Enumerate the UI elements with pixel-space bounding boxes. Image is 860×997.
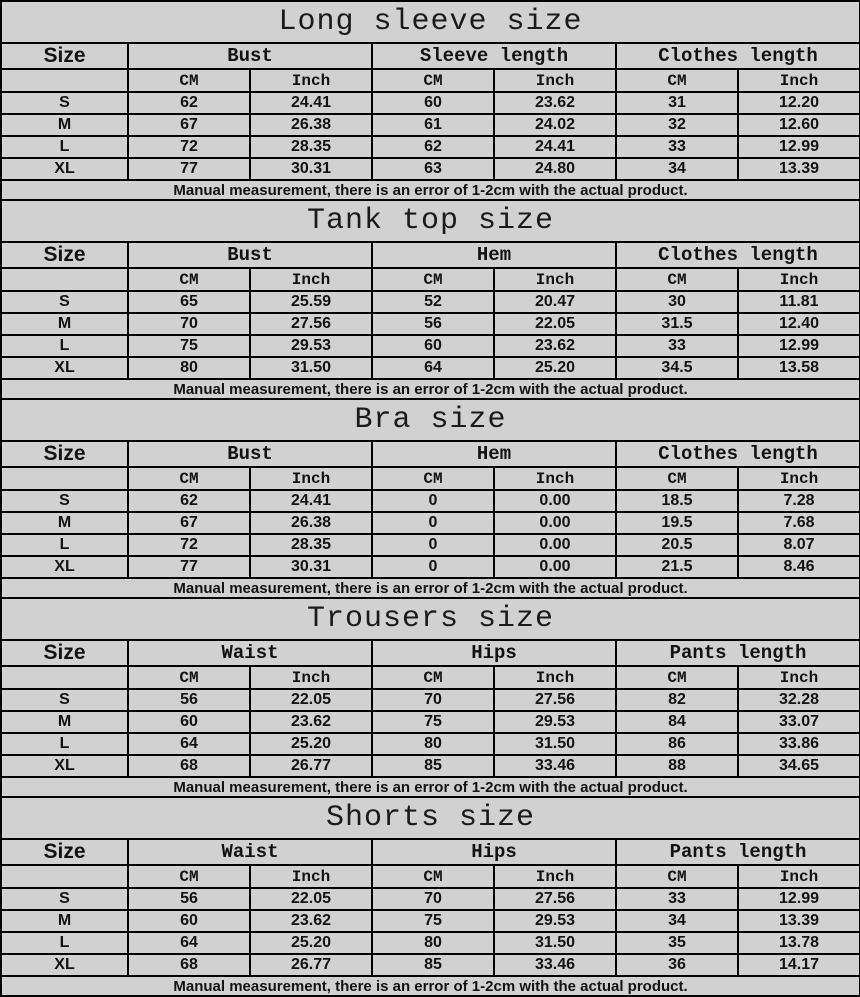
title-row [1,1,860,43]
size-label: S [1,291,128,313]
unit-inch: Inch [494,467,616,490]
data-cell: 26.77 [250,755,372,777]
data-cell: 21.5 [616,556,738,578]
size-label: S [1,689,128,711]
data-cell: 62 [372,136,494,158]
size-table-tank-top [0,199,860,400]
data-cell: 70 [372,888,494,910]
data-cell: 36 [616,954,738,976]
data-cell: 70 [128,313,250,335]
unit-inch: Inch [250,865,372,888]
data-cell: 0.00 [494,534,616,556]
title-row [1,598,860,640]
unit-inch: Inch [494,268,616,291]
data-cell: 33 [616,136,738,158]
data-cell: 20.47 [494,291,616,313]
unit-cm: CM [616,865,738,888]
data-cell: 64 [372,357,494,379]
title-row [1,399,860,441]
size-column-header: Size [1,43,128,69]
data-cell: 68 [128,954,250,976]
table-title: Long sleeve size [1,1,860,43]
table-row [1,490,860,512]
data-cell: 12.40 [738,313,860,335]
unit-cm: CM [616,666,738,689]
data-cell: 80 [372,733,494,755]
unit-inch: Inch [494,666,616,689]
data-cell: 0 [372,556,494,578]
note-row [1,976,860,996]
data-cell: 62 [128,92,250,114]
data-cell: 62 [128,490,250,512]
unit-inch: Inch [494,865,616,888]
table-row [1,158,860,180]
size-label: S [1,888,128,910]
data-cell: 29.53 [494,711,616,733]
unit-cm: CM [128,268,250,291]
data-cell: 52 [372,291,494,313]
data-cell: 0 [372,512,494,534]
unit-cm: CM [128,467,250,490]
size-label: M [1,711,128,733]
data-cell: 63 [372,158,494,180]
table-row [1,291,860,313]
data-cell: 25.59 [250,291,372,313]
data-cell: 60 [128,910,250,932]
unit-cm: CM [372,865,494,888]
data-cell: 0.00 [494,512,616,534]
group-header-clothes-length: Clothes length [616,43,860,69]
size-table-shorts [0,796,860,997]
data-cell: 8.07 [738,534,860,556]
size-label: M [1,910,128,932]
data-cell: 60 [372,335,494,357]
table-row [1,888,860,910]
data-cell: 32.28 [738,689,860,711]
data-cell: 68 [128,755,250,777]
data-cell: 26.38 [250,114,372,136]
data-cell: 65 [128,291,250,313]
data-cell: 61 [372,114,494,136]
data-cell: 27.56 [494,689,616,711]
unit-cm: CM [128,666,250,689]
data-cell: 31.50 [250,357,372,379]
table-row [1,556,860,578]
data-cell: 23.62 [494,92,616,114]
data-cell: 13.39 [738,910,860,932]
table-title: Trousers size [1,598,860,640]
group-header-hips: Hips [372,839,616,865]
unit-inch: Inch [738,467,860,490]
data-cell: 75 [372,910,494,932]
data-cell: 0.00 [494,490,616,512]
data-cell: 85 [372,954,494,976]
unit-header-row [1,268,860,291]
table-row [1,357,860,379]
group-header-waist: Waist [128,839,372,865]
empty-cell [1,69,128,92]
data-cell: 29.53 [494,910,616,932]
data-cell: 60 [372,92,494,114]
measurement-note: Manual measurement, there is an error of 1-2cm with the actual product. [1,777,860,797]
unit-cm: CM [616,69,738,92]
measurement-note: Manual measurement, there is an error of 1-2cm with the actual product. [1,180,860,200]
data-cell: 12.20 [738,92,860,114]
unit-cm: CM [616,467,738,490]
data-cell: 30 [616,291,738,313]
data-cell: 22.05 [250,888,372,910]
data-cell: 8.46 [738,556,860,578]
data-cell: 26.77 [250,954,372,976]
data-cell: 56 [372,313,494,335]
data-cell: 24.41 [250,92,372,114]
note-row [1,578,860,598]
measurement-note: Manual measurement, there is an error of 1-2cm with the actual product. [1,379,860,399]
data-cell: 82 [616,689,738,711]
data-cell: 7.28 [738,490,860,512]
group-header-waist: Waist [128,640,372,666]
data-cell: 70 [372,689,494,711]
table-row [1,954,860,976]
data-cell: 22.05 [250,689,372,711]
group-header-pants-length: Pants length [616,839,860,865]
data-cell: 19.5 [616,512,738,534]
data-cell: 67 [128,512,250,534]
note-row [1,777,860,797]
data-cell: 72 [128,534,250,556]
group-header-hem: Hem [372,242,616,268]
table-row [1,313,860,335]
data-cell: 56 [128,689,250,711]
table-row [1,711,860,733]
group-header-sleeve-length: Sleeve length [372,43,616,69]
data-cell: 30.31 [250,556,372,578]
data-cell: 33.86 [738,733,860,755]
size-label: M [1,512,128,534]
unit-cm: CM [372,69,494,92]
data-cell: 0 [372,534,494,556]
table-row [1,512,860,534]
group-header-pants-length: Pants length [616,640,860,666]
data-cell: 0.00 [494,556,616,578]
data-cell: 86 [616,733,738,755]
size-label: L [1,335,128,357]
group-header-row [1,242,860,268]
size-label: L [1,534,128,556]
group-header-bust: Bust [128,242,372,268]
size-label: XL [1,556,128,578]
size-label: XL [1,755,128,777]
data-cell: 23.62 [494,335,616,357]
data-cell: 77 [128,158,250,180]
size-table-trousers [0,597,860,798]
unit-cm: CM [372,467,494,490]
data-cell: 29.53 [250,335,372,357]
measurement-note: Manual measurement, there is an error of 1-2cm with the actual product. [1,976,860,996]
table-title: Bra size [1,399,860,441]
group-header-bust: Bust [128,441,372,467]
data-cell: 12.99 [738,888,860,910]
unit-header-row [1,666,860,689]
empty-cell [1,865,128,888]
note-row [1,180,860,200]
data-cell: 72 [128,136,250,158]
size-column-header: Size [1,441,128,467]
size-label: L [1,136,128,158]
data-cell: 67 [128,114,250,136]
unit-inch: Inch [738,268,860,291]
data-cell: 75 [128,335,250,357]
data-cell: 28.35 [250,534,372,556]
data-cell: 12.60 [738,114,860,136]
data-cell: 33 [616,888,738,910]
data-cell: 13.58 [738,357,860,379]
data-cell: 27.56 [250,313,372,335]
title-row [1,797,860,839]
size-column-header: Size [1,839,128,865]
data-cell: 34 [616,158,738,180]
group-header-bust: Bust [128,43,372,69]
unit-header-row [1,69,860,92]
empty-cell [1,666,128,689]
data-cell: 12.99 [738,136,860,158]
data-cell: 84 [616,711,738,733]
data-cell: 60 [128,711,250,733]
data-cell: 64 [128,932,250,954]
table-row [1,755,860,777]
group-header-hips: Hips [372,640,616,666]
unit-inch: Inch [738,69,860,92]
group-header-row [1,43,860,69]
data-cell: 80 [128,357,250,379]
data-cell: 22.05 [494,313,616,335]
group-header-row [1,441,860,467]
size-label: XL [1,158,128,180]
table-row [1,136,860,158]
data-cell: 25.20 [250,733,372,755]
group-header-clothes-length: Clothes length [616,242,860,268]
data-cell: 33 [616,335,738,357]
data-cell: 56 [128,888,250,910]
group-header-clothes-length: Clothes length [616,441,860,467]
empty-cell [1,467,128,490]
unit-inch: Inch [250,69,372,92]
data-cell: 33.07 [738,711,860,733]
data-cell: 34.65 [738,755,860,777]
size-label: L [1,733,128,755]
data-cell: 13.78 [738,932,860,954]
size-label: S [1,92,128,114]
data-cell: 24.41 [494,136,616,158]
size-label: L [1,932,128,954]
data-cell: 20.5 [616,534,738,556]
data-cell: 34 [616,910,738,932]
table-row [1,114,860,136]
unit-cm: CM [616,268,738,291]
size-table-bra [0,398,860,599]
size-label: M [1,313,128,335]
data-cell: 7.68 [738,512,860,534]
unit-inch: Inch [250,666,372,689]
size-table-long-sleeve [0,0,860,201]
unit-header-row [1,865,860,888]
data-cell: 18.5 [616,490,738,512]
data-cell: 28.35 [250,136,372,158]
size-column-header: Size [1,242,128,268]
unit-inch: Inch [250,268,372,291]
data-cell: 12.99 [738,335,860,357]
group-header-row [1,839,860,865]
data-cell: 11.81 [738,291,860,313]
data-cell: 77 [128,556,250,578]
empty-cell [1,268,128,291]
data-cell: 64 [128,733,250,755]
data-cell: 80 [372,932,494,954]
data-cell: 24.41 [250,490,372,512]
unit-cm: CM [372,666,494,689]
data-cell: 33.46 [494,954,616,976]
data-cell: 0 [372,490,494,512]
group-header-row [1,640,860,666]
data-cell: 25.20 [494,357,616,379]
data-cell: 24.80 [494,158,616,180]
size-label: XL [1,954,128,976]
unit-cm: CM [128,69,250,92]
size-column-header: Size [1,640,128,666]
table-row [1,733,860,755]
note-row [1,379,860,399]
data-cell: 35 [616,932,738,954]
data-cell: 30.31 [250,158,372,180]
data-cell: 75 [372,711,494,733]
unit-header-row [1,467,860,490]
table-title: Tank top size [1,200,860,242]
table-title: Shorts size [1,797,860,839]
data-cell: 31.50 [494,932,616,954]
table-row [1,932,860,954]
unit-inch: Inch [738,666,860,689]
data-cell: 23.62 [250,910,372,932]
data-cell: 33.46 [494,755,616,777]
table-row [1,335,860,357]
table-row [1,534,860,556]
data-cell: 85 [372,755,494,777]
unit-inch: Inch [494,69,616,92]
table-row [1,92,860,114]
data-cell: 13.39 [738,158,860,180]
data-cell: 31 [616,92,738,114]
data-cell: 34.5 [616,357,738,379]
data-cell: 27.56 [494,888,616,910]
unit-cm: CM [372,268,494,291]
measurement-note: Manual measurement, there is an error of 1-2cm with the actual product. [1,578,860,598]
data-cell: 31.5 [616,313,738,335]
table-row [1,689,860,711]
title-row [1,200,860,242]
data-cell: 88 [616,755,738,777]
unit-inch: Inch [250,467,372,490]
data-cell: 32 [616,114,738,136]
data-cell: 14.17 [738,954,860,976]
size-label: XL [1,357,128,379]
size-label: M [1,114,128,136]
unit-cm: CM [128,865,250,888]
data-cell: 31.50 [494,733,616,755]
size-label: S [1,490,128,512]
data-cell: 25.20 [250,932,372,954]
unit-inch: Inch [738,865,860,888]
data-cell: 26.38 [250,512,372,534]
data-cell: 24.02 [494,114,616,136]
group-header-hem: Hem [372,441,616,467]
data-cell: 23.62 [250,711,372,733]
table-row [1,910,860,932]
